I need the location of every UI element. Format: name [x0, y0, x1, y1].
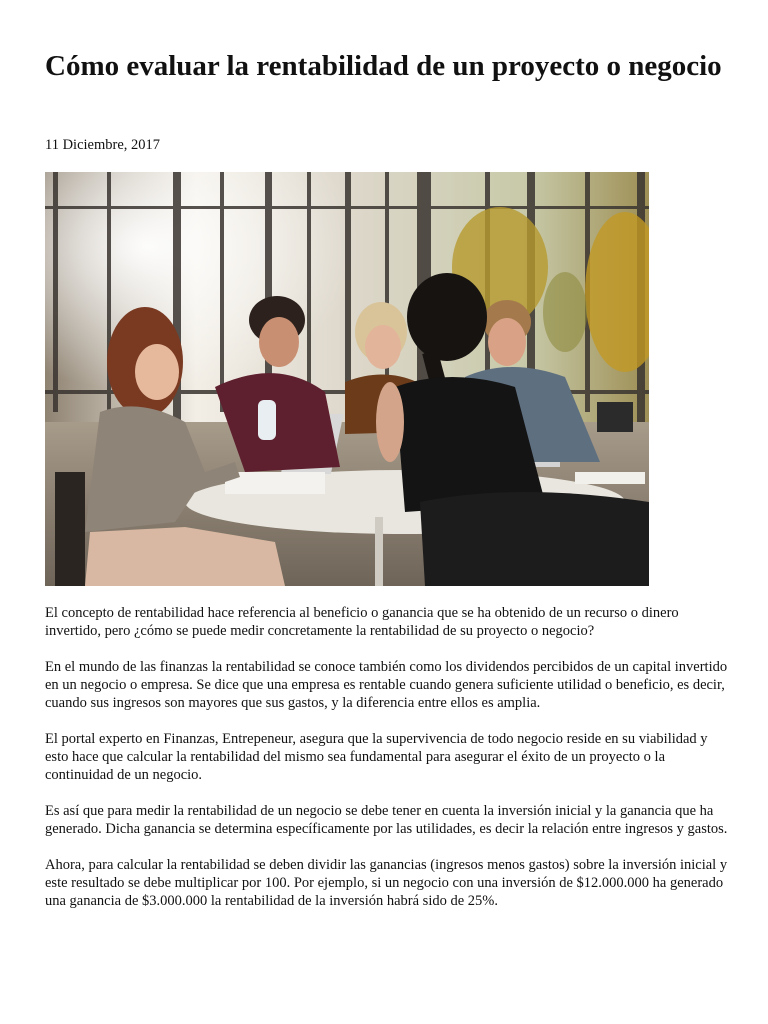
article-date: 11 Diciembre, 2017: [45, 137, 161, 153]
paragraph: El concepto de rentabilidad hace referencia al beneficio o ganancia que se ha obtenido de un recurso o dinero invertido, pero ¿cómo se puede medir concretamente la rentabilidad de su proyecto o negocio?: [45, 605, 679, 639]
paragraph: El portal experto en Finanzas, Entrepeneur, asegura que la supervivencia de todo negocio reside en su viabilidad y esto hace que calcular la rentabilidad del mismo sea fundamental para asegurar el éxito de un proyecto o la continuidad de un negocio.: [45, 731, 708, 783]
article-body: [45, 604, 730, 928]
paragraph: En el mundo de las finanzas la rentabilidad se conoce también como los dividendos percibidos de un capital invertido en un negocio o empresa. Se dice que una empresa es rentable cuando genera suficiente utilidad o beneficio, es decir, cuando sus ingresos son mayores que sus gastos, y la diferencia entre ellos es amplia.: [45, 659, 728, 711]
paragraph: Ahora, para calcular la rentabilidad se deben dividir las ganancias (ingresos menos gastos) sobre la inversión inicial y este resultado se debe multiplicar por 100. Por ejemplo, si un negocio con una inversión de $12.000.000 ha generado una ganancia de $3.000.000 la rentabilidad de la inversión habrá sido de 25%.: [45, 857, 728, 909]
article-title: Cómo evaluar la rentabilidad de un proyecto o negocio: [45, 50, 722, 82]
meeting-photo-illustration: [45, 172, 649, 586]
article-photo: [45, 172, 649, 586]
paragraph: Es así que para medir la rentabilidad de un negocio se debe tener en cuenta la inversión inicial y la ganancia que ha generado. Dicha ganancia se determina específicamente por las utilidades, es decir la relación entre ingresos y gastos.: [45, 803, 728, 837]
